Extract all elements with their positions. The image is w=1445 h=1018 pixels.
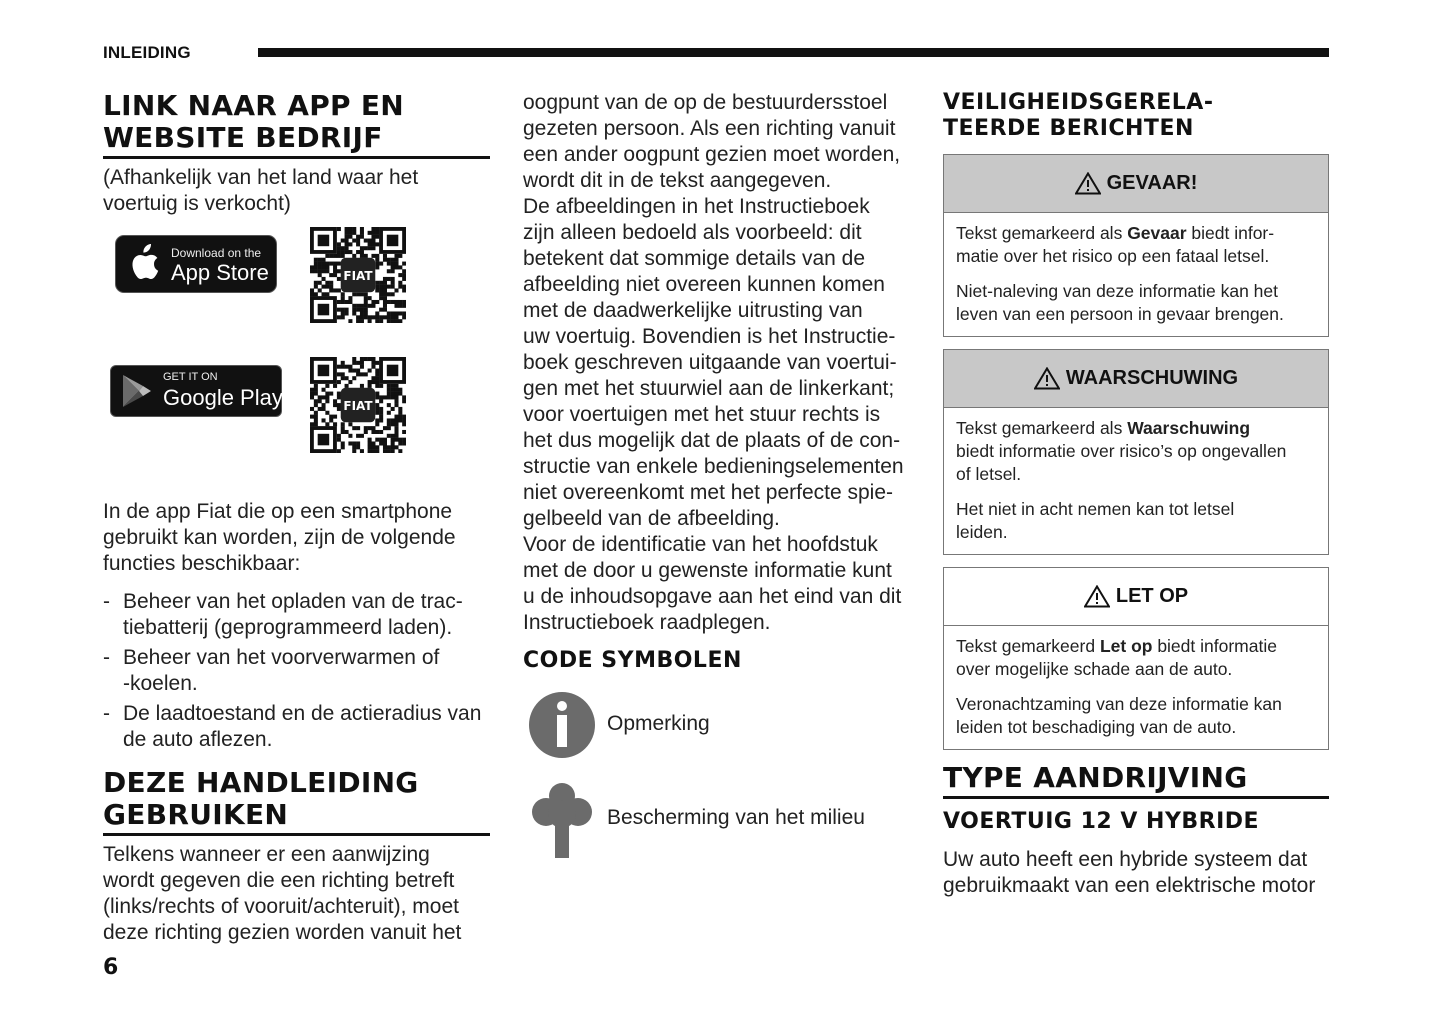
page-number: 6 [103,955,119,980]
app-heading: LINK NAAR APP EN WEBSITE BEDRIJF [103,90,490,159]
app-store-badge[interactable] [115,235,277,293]
app-note: (Afhankelijk van het land waar het voertuig is verkocht) [103,166,419,215]
fiat-logo: FIAT [343,399,373,413]
caution-box [943,567,1329,750]
google-play-qr-code [310,357,406,453]
caution-box-title: LET OP [1115,585,1189,607]
danger-box-text-2: Niet-naleving van deze informatie kan het leven van een persoon in gevaar brengen. [956,281,1284,324]
warning-box-header [944,350,1328,408]
column-2 [523,90,913,872]
header-rule [258,48,1329,57]
manual-text-continued: oogpunt van de op de bestuurdersstoel gezeten persoon. Als een richting vanuit een ander oogpunt gezien moet worden, wordt dit in de tekst aangegeven. De afbeeldingen in het Instructieboek zijn alleen bedoeld als voorbeeld: dit betekent dat sommige details van de afbeelding niet overeen kunnen komen met de daadwerkelijke uitrusting van uw voertuig. Bovendien is het Instructie- boek geschreven uitgaande van voertui- gen met het stuurwiel aan de linkerkant; voor voertuigen met het stuur rechts is het dus mogelijk dat de plaats of de con- structie van enkele bedieningselementen niet overeenkomt met het perfecte spie- gelbeeld van de afbeelding. Voor de identificatie van het hoofdstuk met de door u gewenste informatie kunt u de inhoudsopgave aan het eind van dit Instructieboek raadplegen. [523,91,904,634]
drive-type-heading: TYPE AANDRIJVING [943,762,1329,799]
app-store-small-text: Download on the [171,246,262,260]
warning-triangle-icon [1075,172,1101,195]
hybrid-subheading: VOERTUIG 12 V HYBRIDE [943,809,1260,834]
symbol-row-note [523,692,913,782]
warning-box-text-2: Het niet in acht nemen kan tot letsel leiden. [956,499,1235,542]
caution-box-text-1: Tekst gemarkeerd Let op biedt informatie over mogelijke schade aan de auto. [956,636,1277,679]
app-store-big-text: App Store [171,260,269,285]
google-play-big-text: Google Play [163,385,283,410]
manual-heading: DEZE HANDLEIDING GEBRUIKEN [103,767,490,836]
tree-icon [529,782,595,865]
app-store-row [103,227,490,355]
app-functions-list [103,589,490,753]
hybrid-text: Uw auto heeft een hybride systeem dat gebruikmaakt van een elektrische motor [943,848,1316,897]
warning-triangle-icon [1084,585,1110,608]
google-play-small-text: GET IT ON [163,371,218,383]
warning-box-title: WAARSCHUWING [1065,367,1239,389]
google-play-icon [121,374,153,413]
warning-box [943,349,1329,555]
danger-box [943,154,1329,337]
warning-box-text-1: Tekst gemarkeerd als Waarschuwing biedt informatie over risico’s op ongevallen of letsel. [956,418,1287,484]
list-item: - Beheer van het opladen van de trac- tiebatterij (geprogrammeerd laden). [103,589,490,641]
column-3 [943,90,1329,899]
google-play-badge[interactable] [110,365,282,417]
symbols-heading: CODE SYMBOLEN [523,648,742,673]
symbol-label-note: Opmerking [607,712,710,735]
google-play-row [103,357,490,485]
list-item: - De laadtoestand en de actieradius van de auto aflezen. [103,701,490,753]
manual-text: Telkens wanneer er een aanwijzing wordt gegeven die een richting betreft (links/rechts of vooruit/achteruit), moet deze richting gezien worden vanuit het [103,843,462,944]
caution-box-text-2: Veronachtzaming van deze informatie kan leiden tot beschadiging van de auto. [956,694,1282,737]
warning-triangle-icon [1034,367,1060,390]
danger-box-header [944,155,1328,213]
safety-heading: VEILIGHEIDSGERELA- TEERDE BERICHTEN [943,90,1214,141]
info-icon [529,692,595,763]
fiat-logo: FIAT [343,269,373,283]
apple-icon [126,243,160,288]
caution-box-header [944,568,1328,626]
app-intro-text: In de app Fiat die op een smartphone gebruikt kan worden, zijn de volgende functies beschikbaar: [103,500,456,575]
column-1 [103,90,490,946]
symbol-label-environment: Bescherming van het milieu [607,806,865,829]
symbol-row-environment [523,782,913,872]
app-store-qr-code [310,227,406,323]
list-item: - Beheer van het voorverwarmen of -koelen. [103,645,490,697]
section-label: INLEIDING [103,43,191,62]
danger-box-text-1: Tekst gemarkeerd als Gevaar biedt infor- matie over het risico op een fataal letsel. [956,223,1275,266]
danger-box-title: GEVAAR! [1106,172,1198,194]
